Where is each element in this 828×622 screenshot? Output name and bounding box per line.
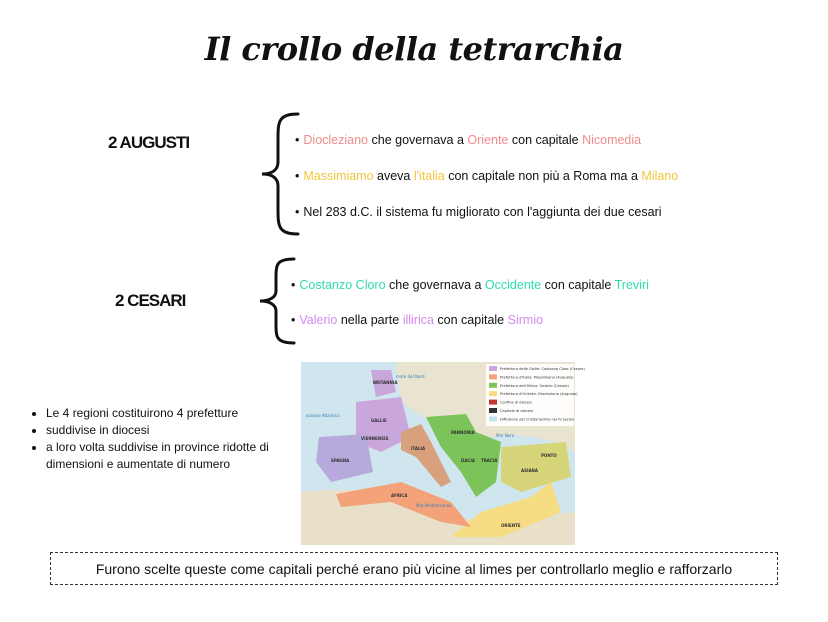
augusti-label: 2 AUGUSTI xyxy=(108,133,190,152)
note-item: • Le 4 regioni costituirono 4 prefetture xyxy=(46,405,306,422)
map-region-label: VIENNENSIS xyxy=(361,436,389,441)
augusti-line-1: • Diocleziano che governava a Oriente con capitale Nicomedia xyxy=(295,133,642,147)
cesari-label: 2 CESARI xyxy=(115,291,186,310)
legend-swatch xyxy=(489,366,497,371)
map-region-label: GALLIE xyxy=(371,418,387,423)
augusti-line-2: • Massimiamo aveva l'italia con capitale non più a Roma ma a Milano xyxy=(295,169,679,183)
conclusion-box: Furono scelte queste come capitali perché erano più vicine al limes per controllarlo meglio e rafforzarlo xyxy=(50,552,778,585)
map-region-label: ORIENTE xyxy=(501,523,521,528)
map-region-label: PANNONIA xyxy=(451,430,475,435)
cesari-line-2: • Valerio nella parte illirica con capitale Sirmio xyxy=(291,313,544,327)
roman-empire-map xyxy=(301,362,585,545)
note-item: • a loro volta suddivise in province ridotte di dimensioni e aumentate di numero xyxy=(46,439,306,473)
map-sea-label: Mar Nero xyxy=(496,433,515,438)
legend-label: Diffusione del Cristianesimo nel IV secolo xyxy=(500,417,575,422)
cesari-line-1: • Costanzo Cloro che governava a Occidente con capitale Treviri xyxy=(291,278,649,292)
map-region-label: ASIANA xyxy=(521,468,539,473)
legend-label: Confine di diocesi xyxy=(500,400,532,405)
note-item: • suddivise in diocesi xyxy=(46,422,306,439)
page-title: Il crollo della tetrarchia xyxy=(204,30,624,68)
map-region-label: DACIA xyxy=(461,458,475,463)
legend-label: Prefettura d'Italia: Massimiano (Augusto) xyxy=(500,375,574,380)
legend-swatch xyxy=(489,400,497,405)
map-sea-label: oceano Atlantico xyxy=(306,413,340,418)
legend-label: Prefettura d'Oriente: Diocleziano (Augusto) xyxy=(500,392,578,397)
cesari-brace xyxy=(256,255,300,347)
augusti-line-3: • Nel 283 d.C. il sistema fu migliorato con l'aggiunta dei due cesari xyxy=(295,205,662,219)
map-sea-label: Mar Mediterraneo xyxy=(416,503,452,508)
map-region-label: AFRICA xyxy=(391,493,408,498)
legend-label: Prefettura dell'Illirico: Galerio (Cesare) xyxy=(500,383,569,388)
legend-swatch xyxy=(489,383,497,388)
legend-label: Capitale di diocesi xyxy=(500,409,533,413)
legend-swatch xyxy=(489,374,497,379)
map-region-label: BRITANNIA xyxy=(373,380,398,385)
legend-swatch xyxy=(489,416,497,421)
map-region-label: ITALIA xyxy=(411,446,426,451)
map-sea-label: mare del Nord xyxy=(396,374,425,379)
legend-swatch xyxy=(489,408,497,413)
map-region-label: PONTO xyxy=(541,453,557,458)
map-region-label: SPAGNA xyxy=(331,458,350,463)
map-region-label: TRACIA xyxy=(481,458,498,463)
legend-swatch xyxy=(489,391,497,396)
legend-label: Prefettura delle Gallie: Costanzo Cloro (Cesare) xyxy=(500,367,585,371)
notes-list xyxy=(30,405,306,473)
